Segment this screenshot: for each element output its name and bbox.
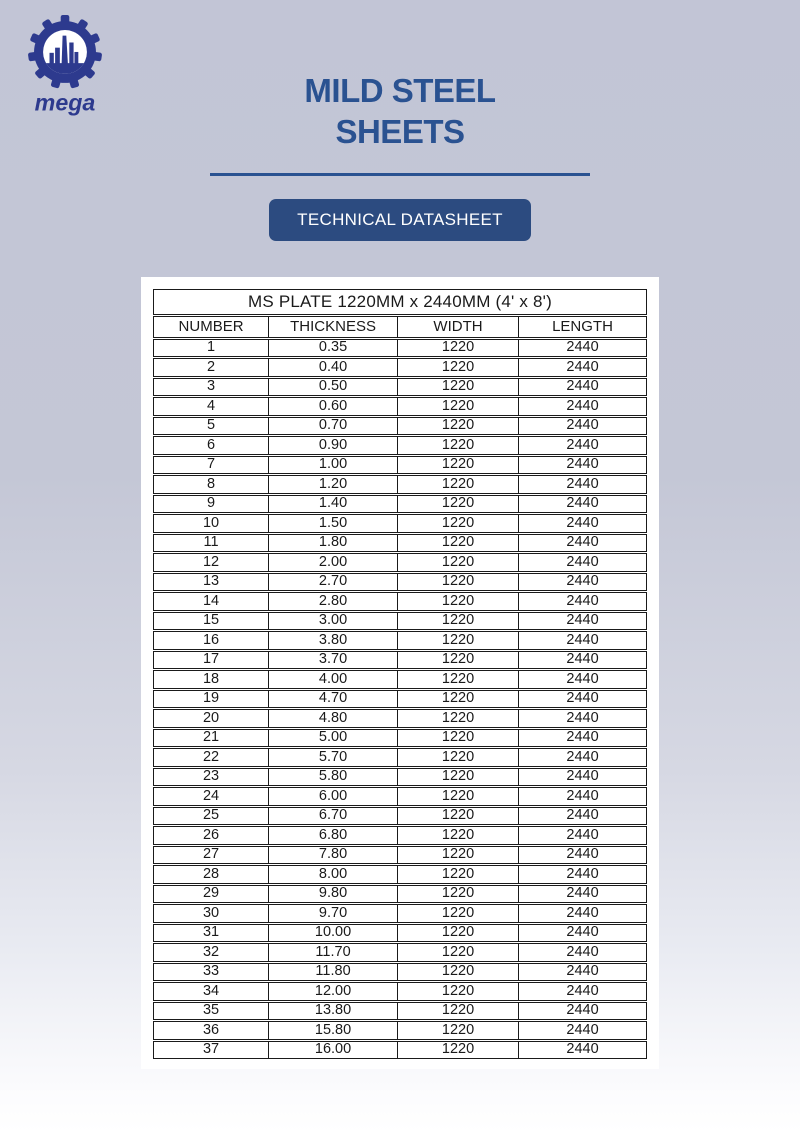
gear-factory-icon (22, 12, 108, 116)
cell-length: 2440 (519, 768, 647, 787)
cell-thickness: 0.70 (269, 417, 398, 436)
cell-width: 1220 (398, 514, 519, 533)
cell-length: 2440 (519, 1041, 647, 1060)
table-row (153, 514, 647, 533)
cell-thickness: 1.40 (269, 495, 398, 514)
cell-length: 2440 (519, 787, 647, 806)
table-row (153, 612, 647, 631)
cell-number: 9 (153, 495, 269, 514)
cell-thickness: 13.80 (269, 1002, 398, 1021)
cell-width: 1220 (398, 670, 519, 689)
cell-number: 32 (153, 943, 269, 962)
table-row (153, 1002, 647, 1021)
column-header-length: LENGTH (519, 316, 647, 338)
cell-thickness: 0.90 (269, 436, 398, 455)
cell-thickness: 11.80 (269, 963, 398, 982)
table-row (153, 358, 647, 377)
cell-thickness: 6.80 (269, 826, 398, 845)
cell-number: 20 (153, 709, 269, 728)
cell-number: 29 (153, 885, 269, 904)
cell-number: 6 (153, 436, 269, 455)
table-row (153, 924, 647, 943)
cell-length: 2440 (519, 397, 647, 416)
cell-width: 1220 (398, 553, 519, 572)
cell-width: 1220 (398, 904, 519, 923)
cell-length: 2440 (519, 456, 647, 475)
cell-thickness: 4.80 (269, 709, 398, 728)
cell-number: 19 (153, 690, 269, 709)
cell-width: 1220 (398, 631, 519, 650)
cell-length: 2440 (519, 534, 647, 553)
table-row (153, 651, 647, 670)
table-row (153, 1041, 647, 1060)
cell-length: 2440 (519, 690, 647, 709)
cell-length: 2440 (519, 514, 647, 533)
cell-thickness: 1.00 (269, 456, 398, 475)
cell-thickness: 1.50 (269, 514, 398, 533)
cell-number: 2 (153, 358, 269, 377)
cell-width: 1220 (398, 865, 519, 884)
cell-thickness: 15.80 (269, 1021, 398, 1040)
cell-width: 1220 (398, 573, 519, 592)
cell-width: 1220 (398, 768, 519, 787)
cell-length: 2440 (519, 573, 647, 592)
cell-number: 10 (153, 514, 269, 533)
cell-number: 12 (153, 553, 269, 572)
cell-length: 2440 (519, 1002, 647, 1021)
cell-width: 1220 (398, 963, 519, 982)
cell-number: 13 (153, 573, 269, 592)
cell-width: 1220 (398, 358, 519, 377)
table-row (153, 670, 647, 689)
cell-number: 1 (153, 339, 269, 358)
table-row (153, 846, 647, 865)
cell-length: 2440 (519, 651, 647, 670)
table-row (153, 417, 647, 436)
table-row (153, 709, 647, 728)
cell-thickness: 10.00 (269, 924, 398, 943)
cell-length: 2440 (519, 553, 647, 572)
cell-thickness: 3.70 (269, 651, 398, 670)
table-row (153, 631, 647, 650)
cell-number: 27 (153, 846, 269, 865)
cell-thickness: 5.80 (269, 768, 398, 787)
cell-number: 16 (153, 631, 269, 650)
cell-length: 2440 (519, 339, 647, 358)
table-row (153, 436, 647, 455)
cell-width: 1220 (398, 748, 519, 767)
cell-thickness: 8.00 (269, 865, 398, 884)
cell-width: 1220 (398, 729, 519, 748)
cell-number: 18 (153, 670, 269, 689)
cell-length: 2440 (519, 592, 647, 611)
cell-number: 26 (153, 826, 269, 845)
cell-number: 11 (153, 534, 269, 553)
table-row (153, 534, 647, 553)
cell-length: 2440 (519, 826, 647, 845)
cell-thickness: 9.80 (269, 885, 398, 904)
cell-length: 2440 (519, 612, 647, 631)
technical-datasheet-badge: TECHNICAL DATASHEET (269, 199, 531, 241)
cell-number: 4 (153, 397, 269, 416)
cell-thickness: 0.40 (269, 358, 398, 377)
cell-thickness: 2.80 (269, 592, 398, 611)
cell-length: 2440 (519, 943, 647, 962)
cell-number: 14 (153, 592, 269, 611)
cell-thickness: 16.00 (269, 1041, 398, 1060)
cell-thickness: 1.20 (269, 475, 398, 494)
cell-thickness: 5.00 (269, 729, 398, 748)
spec-table-body (153, 339, 647, 1060)
page-header (0, 0, 800, 241)
cell-width: 1220 (398, 378, 519, 397)
table-row (153, 475, 647, 494)
table-header-row (153, 316, 647, 338)
cell-width: 1220 (398, 826, 519, 845)
cell-length: 2440 (519, 417, 647, 436)
column-header-number: NUMBER (153, 316, 269, 338)
cell-length: 2440 (519, 378, 647, 397)
table-row (153, 963, 647, 982)
cell-length: 2440 (519, 982, 647, 1001)
cell-number: 21 (153, 729, 269, 748)
cell-width: 1220 (398, 417, 519, 436)
cell-number: 33 (153, 963, 269, 982)
cell-thickness: 9.70 (269, 904, 398, 923)
cell-thickness: 0.60 (269, 397, 398, 416)
cell-length: 2440 (519, 904, 647, 923)
cell-thickness: 11.70 (269, 943, 398, 962)
table-row (153, 378, 647, 397)
cell-thickness: 4.00 (269, 670, 398, 689)
cell-thickness: 3.80 (269, 631, 398, 650)
cell-number: 23 (153, 768, 269, 787)
logo-text: mega (34, 89, 96, 116)
table-row (153, 573, 647, 592)
cell-width: 1220 (398, 475, 519, 494)
cell-width: 1220 (398, 397, 519, 416)
table-row (153, 807, 647, 826)
cell-number: 34 (153, 982, 269, 1001)
cell-width: 1220 (398, 846, 519, 865)
cell-width: 1220 (398, 592, 519, 611)
cell-number: 15 (153, 612, 269, 631)
cell-number: 3 (153, 378, 269, 397)
spec-table (153, 288, 647, 1061)
cell-number: 8 (153, 475, 269, 494)
table-row (153, 495, 647, 514)
table-row (153, 826, 647, 845)
cell-width: 1220 (398, 709, 519, 728)
column-header-thickness: THICKNESS (269, 316, 398, 338)
page-title-line2: SHEETS (335, 113, 465, 150)
table-row (153, 339, 647, 358)
table-row (153, 592, 647, 611)
table-row (153, 865, 647, 884)
cell-width: 1220 (398, 534, 519, 553)
cell-width: 1220 (398, 885, 519, 904)
cell-length: 2440 (519, 670, 647, 689)
cell-width: 1220 (398, 1002, 519, 1021)
cell-width: 1220 (398, 787, 519, 806)
cell-width: 1220 (398, 1021, 519, 1040)
cell-number: 37 (153, 1041, 269, 1060)
cell-number: 36 (153, 1021, 269, 1040)
cell-width: 1220 (398, 982, 519, 1001)
cell-thickness: 0.35 (269, 339, 398, 358)
company-logo (22, 12, 108, 116)
cell-number: 22 (153, 748, 269, 767)
cell-width: 1220 (398, 436, 519, 455)
cell-width: 1220 (398, 943, 519, 962)
cell-number: 7 (153, 456, 269, 475)
page-title-line1: MILD STEEL (304, 72, 496, 109)
cell-length: 2440 (519, 709, 647, 728)
cell-width: 1220 (398, 807, 519, 826)
table-row (153, 904, 647, 923)
cell-number: 24 (153, 787, 269, 806)
cell-number: 31 (153, 924, 269, 943)
cell-number: 28 (153, 865, 269, 884)
cell-number: 25 (153, 807, 269, 826)
cell-width: 1220 (398, 924, 519, 943)
cell-number: 17 (153, 651, 269, 670)
table-row (153, 748, 647, 767)
table-title: MS PLATE 1220MM x 2440MM (4' x 8') (153, 289, 647, 315)
cell-length: 2440 (519, 358, 647, 377)
table-row (153, 943, 647, 962)
table-row (153, 397, 647, 416)
cell-length: 2440 (519, 436, 647, 455)
cell-thickness: 6.00 (269, 787, 398, 806)
cell-width: 1220 (398, 690, 519, 709)
cell-length: 2440 (519, 475, 647, 494)
cell-length: 2440 (519, 885, 647, 904)
table-row (153, 690, 647, 709)
cell-width: 1220 (398, 339, 519, 358)
cell-number: 5 (153, 417, 269, 436)
cell-thickness: 2.00 (269, 553, 398, 572)
cell-thickness: 4.70 (269, 690, 398, 709)
cell-length: 2440 (519, 729, 647, 748)
cell-length: 2440 (519, 495, 647, 514)
table-row (153, 1021, 647, 1040)
cell-thickness: 6.70 (269, 807, 398, 826)
cell-number: 30 (153, 904, 269, 923)
cell-number: 35 (153, 1002, 269, 1021)
cell-thickness: 1.80 (269, 534, 398, 553)
cell-thickness: 0.50 (269, 378, 398, 397)
column-header-width: WIDTH (398, 316, 519, 338)
cell-length: 2440 (519, 924, 647, 943)
cell-width: 1220 (398, 495, 519, 514)
table-title-row (153, 289, 647, 315)
cell-thickness: 3.00 (269, 612, 398, 631)
cell-length: 2440 (519, 631, 647, 650)
cell-thickness: 7.80 (269, 846, 398, 865)
table-row (153, 729, 647, 748)
table-row (153, 885, 647, 904)
cell-width: 1220 (398, 1041, 519, 1060)
cell-thickness: 12.00 (269, 982, 398, 1001)
cell-length: 2440 (519, 865, 647, 884)
cell-length: 2440 (519, 846, 647, 865)
page-title (0, 70, 800, 152)
cell-thickness: 2.70 (269, 573, 398, 592)
datasheet-card (141, 277, 659, 1070)
table-row (153, 787, 647, 806)
cell-width: 1220 (398, 456, 519, 475)
cell-length: 2440 (519, 748, 647, 767)
table-row (153, 553, 647, 572)
cell-width: 1220 (398, 612, 519, 631)
cell-length: 2440 (519, 1021, 647, 1040)
cell-thickness: 5.70 (269, 748, 398, 767)
cell-width: 1220 (398, 651, 519, 670)
table-row (153, 456, 647, 475)
table-row (153, 982, 647, 1001)
cell-length: 2440 (519, 807, 647, 826)
cell-length: 2440 (519, 963, 647, 982)
table-row (153, 768, 647, 787)
